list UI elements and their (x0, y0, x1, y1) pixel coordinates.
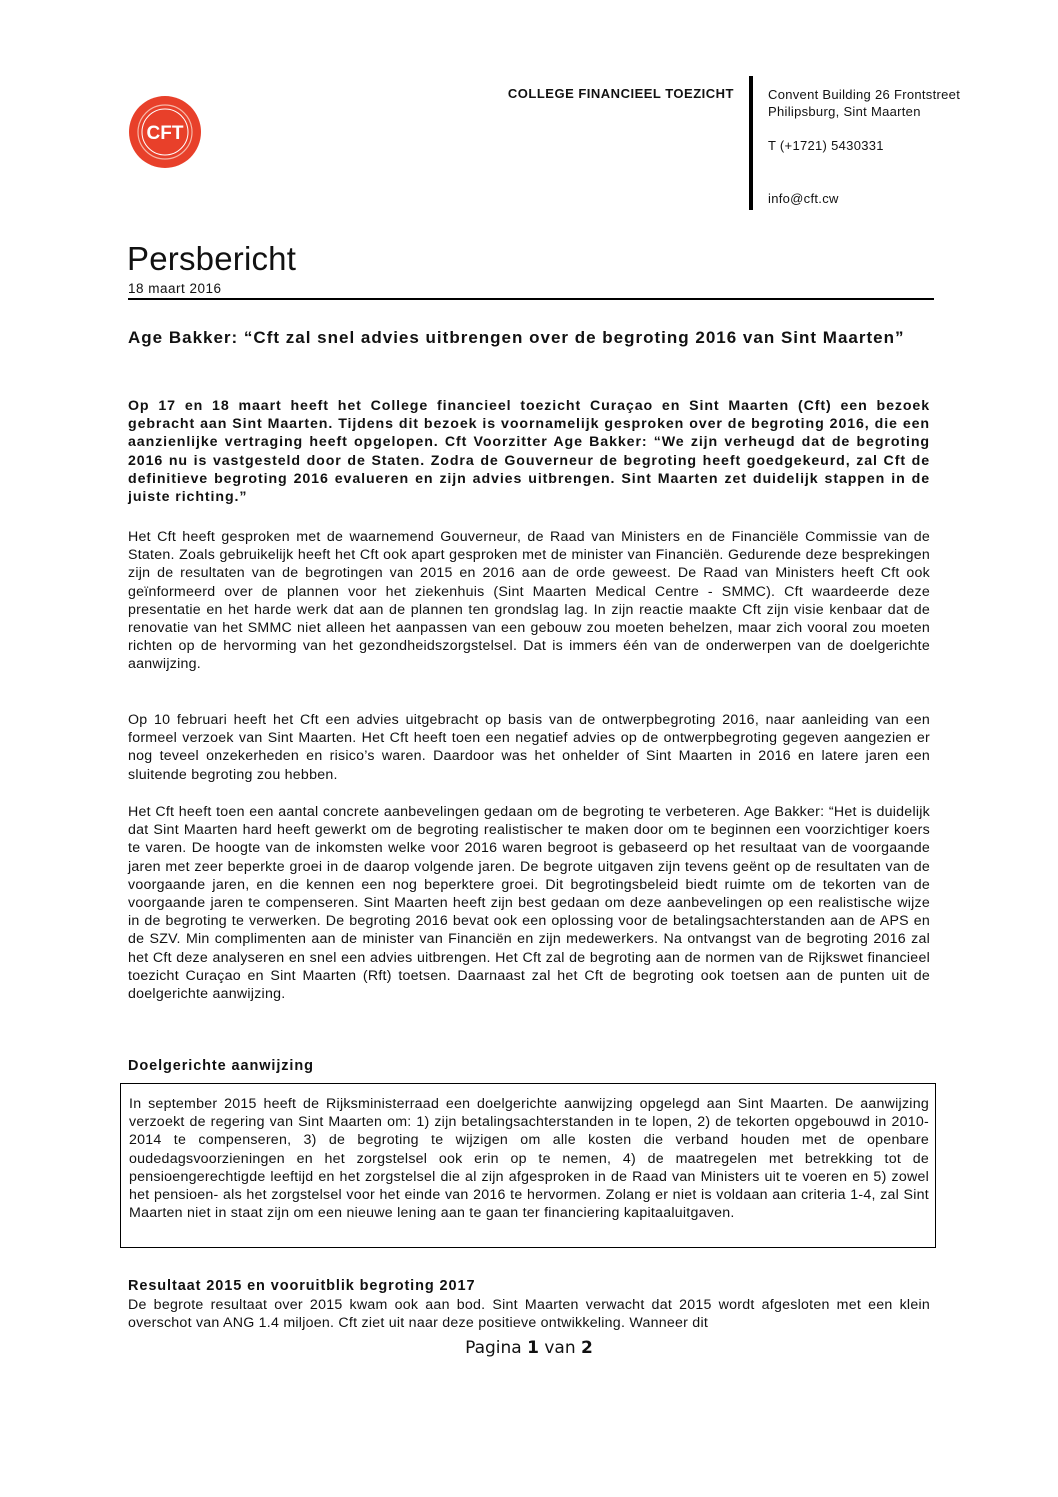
headline: Age Bakker: “Cft zal snel advies uitbrengen over de begroting 2016 van Sint Maarten” (128, 328, 905, 347)
org-name: COLLEGE FINANCIEEL TOEZICHT (507, 86, 734, 101)
paragraph-3: Het Cft heeft toen een aantal concrete aanbevelingen gedaan om de begroting te verbeteren. Age Bakker: “Het is duidelijk dat Sint Maarten hard heeft gewerkt om de begroting realistischer te maken door om te beginnen een voorzichtiger koers te varen. De hoogte van de inkomsten welke voor 2016 waren begroot is gebaseerd op het resultaat van de voorgaande jaren met zeer beperkte groei in de daarop volgende jaren. De begrote uitgaven zijn tevens geënt op de resultaten van de voorgaande jaren, en die kennen een nog beperktere groei. Dit begrotingsbeleid biedt ruimte om de tekorten van de voorgaande jaren te compenseren. Sint Maarten heeft zijn best gedaan om deze aanbevelingen op een realistische wijze in de begroting te verwerken. De begroting 2016 bevat ook een oplossing voor de betalingsachterstanden aan de APS en de SZV. Min complimenten aan de minister van Financiën en zijn medewerkers. Na ontvangst van de begroting 2016 zal het Cft deze analyseren en snel een advies uitbrengen. Het Cft zal de begroting aan de normen van de Rijkswet financieel toezicht Curaçao en Sint Maarten (Rft) toetsen. Daarnaast zal het Cft de begroting ook toetsen aan de punten uit de doelgerichte aanwijzing. (128, 804, 930, 1003)
page-word: Pagina (465, 1338, 522, 1358)
document-type-title: Persbericht (127, 240, 297, 277)
section-heading-resultaat-2015: Resultaat 2015 en vooruitblik begroting 2017 (128, 1278, 476, 1294)
header-divider (749, 76, 753, 210)
address-line-2: Philipsburg, Sint Maarten (768, 104, 921, 119)
svg-text:CFT: CFT (146, 123, 184, 144)
paragraph-1: Het Cft heeft gesproken met de waarnemend Gouverneur, de Raad van Ministers en de Financiële Commissie van de Staten. Zoals gebruikelijk heeft het Cft ook apart gesproken met de minister van Financiën. Gedurende deze besprekingen zijn de resultaten van de begrotingen van 2015 en 2016 aan de orde geweest. De Raad van Ministers heeft Cft ook geïnformeerd over de plannen voor het ziekenhuis (Sint Maarten Medical Centre - SMMC). Cft waardeerde deze presentatie en het harde werk dat aan de plannen ten grondslag lag. In zijn reactie maakte Cft zijn visie kenbaar dat de renovatie van het SMMC niet alleen het aanpassen van een gebouw zou moeten behelzen, maar zich vooral zou moeten richten op de hervorming van het gezondheidszorgstelsel. Dat is immers één van de onderwerpen van de doelgerichte aanwijzing. (128, 529, 930, 673)
info-box-text: In september 2015 heeft de Rijksministerraad een doelgerichte aanwijzing opgelegd aan Sint Maarten. De aanwijzing verzoekt de regering van Sint Maarten om: 1) zijn betalingsachterstanden in te lopen, 2) de tekorten opgebouwd in 2010-2014 te compenseren, 3) de begroting te wijzigen om alle kosten die verband houden met de openbare oudedagsvoorzieningen en het zorgstelsel ook erin op te nemen, 4) de maatregelen met betrekking tot de pensioengerechtigde leeftijd en het zorgstelsel die al zijn afgesproken in de Raad van Ministers uit te voeren en 5) zowel het pensioen- als het zorgstelsel voor het einde van 2016 te hervormen. Zolang er niet is voldaan aan criteria 1-4, zal Sint Maarten niet in staat zijn om een nieuwe lening aan te gaan ter financiering kapitaaluitgaven. (129, 1096, 929, 1222)
paragraph-2: Op 10 februari heeft het Cft een advies uitgebracht op basis van de ontwerpbegroting 2016, naar aanleiding van een formeel verzoek van Sint Maarten. Het Cft heeft toen een negatief advies op de ontwerpbegroting gegeven aangezien er nog teveel onzekerheden en risico’s waren. Daardoor was het onhelder of Sint Maarten in 2016 en latere jaren een sluitende begroting zou hebben. (128, 712, 930, 783)
phone-number: T (+1721) 5430331 (768, 138, 884, 153)
email-address: info@cft.cw (768, 191, 839, 206)
address-line-1: Convent Building 26 Frontstreet (768, 87, 961, 102)
paragraph-4: De begrote resultaat over 2015 kwam ook aan bod. Sint Maarten verwacht dat 2015 wordt afgesloten met een klein overschot van ANG 1.4 miljoen. Cft ziet uit naar deze positieve ontwikkeling. Wanneer dit (128, 1297, 930, 1332)
page-number: 1 (527, 1338, 539, 1358)
lead-paragraph: Op 17 en 18 maart heeft het College financieel toezicht Curaçao en Sint Maarten (Cft) een bezoek gebracht aan Sint Maarten. Tijdens dit bezoek is voornamelijk gesproken over de begroting 2016, die een aanzienlijke vertraging heeft opgelopen. Cft Voorzitter Age Bakker: “We zijn verheugd dat de begroting 2016 nu is vastgesteld door de Staten. Zodra de Gouverneur de begroting heeft goedgekeurd, zal Cft de definitieve begroting 2016 evalueren en zijn advies uitbrengen. Sint Maarten zet duidelijk stappen in de juiste richting.” (128, 398, 930, 506)
cft-logo (128, 95, 202, 169)
page-footer (0, 1338, 1058, 1358)
of-word: van (544, 1338, 576, 1358)
section-heading-doelgerichte-aanwijzing: Doelgerichte aanwijzing (128, 1058, 314, 1074)
info-box (120, 1083, 936, 1248)
page-total: 2 (581, 1338, 593, 1358)
document-date: 18 maart 2016 (128, 281, 222, 296)
address-block (768, 86, 960, 120)
title-rule (128, 298, 934, 300)
